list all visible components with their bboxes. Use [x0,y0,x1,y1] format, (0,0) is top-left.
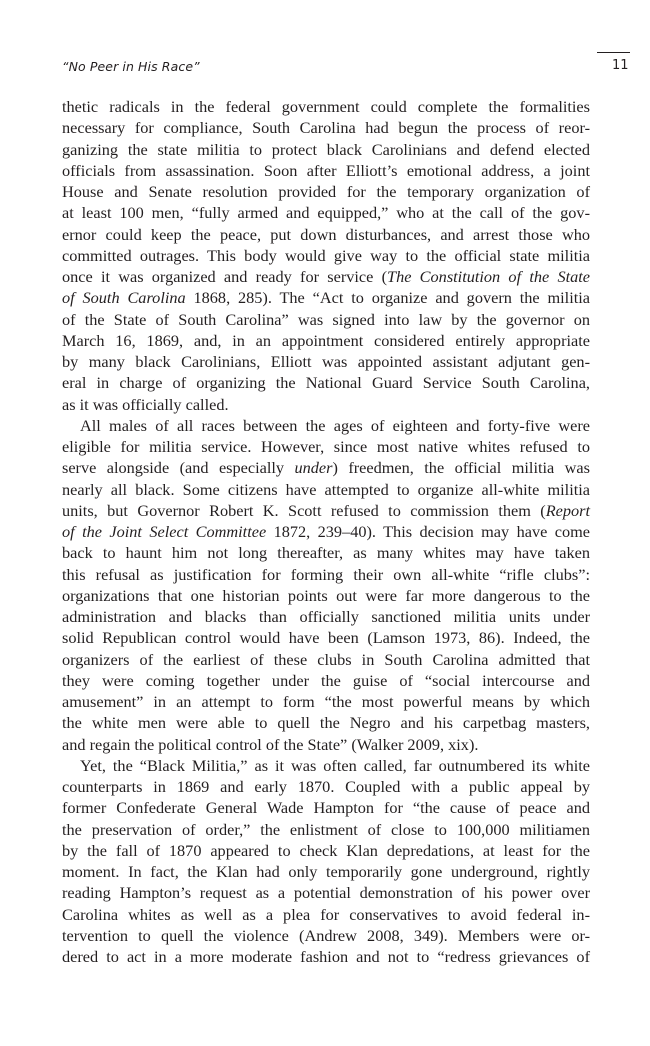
text-run: solid Republican control would have been (Lamson 1973, 86). Indeed, the [62,628,590,648]
header-rule [597,52,630,53]
text-line [62,351,590,372]
text-line [62,415,590,436]
text-run: ) freedmen, the official militia was [332,458,590,478]
text-run: as it was officially called. [62,394,229,414]
text-run: they were coming together under the guise of “social intercourse and [62,670,590,690]
text-line [62,691,590,712]
italic-text: Report [545,500,590,520]
text-line [62,521,590,542]
text-run: necessary for compliance, South Carolina had begun the process of reor- [62,118,590,138]
text-line [62,627,590,648]
text-line [62,202,590,223]
text-run: dered to act in a more moderate fashion and not to “redress grievances of [62,947,590,966]
italic-text: of the Joint Select Committee [62,522,267,541]
text-run: the preservation of order,” the enlistment of close to 100,000 militiamen [62,819,590,839]
text-run: All males of all races between the ages of eighteen and forty-five were [80,415,590,435]
text-line [62,96,590,117]
italic-text: under [294,458,333,478]
text-run: reading Hampton’s request as a potential demonstration of his power over [62,883,590,903]
text-line [62,712,590,733]
text-run: at least 100 men, “fully armed and equipped,” who at the call of the gov- [62,203,590,223]
text-line [62,925,590,946]
text-line [62,330,590,351]
text-line [62,245,590,266]
text-line [62,372,590,393]
text-line [62,882,590,903]
text-run: 1872, 239–40). This decision may have come [266,522,590,541]
text-line [62,542,590,563]
text-line [62,224,590,245]
text-run: units, but Governor Robert K. Scott refused to commission them ( [62,500,546,520]
page-number: 11 [612,58,629,73]
text-line [62,734,590,755]
text-run: thetic radicals in the federal government could complete the formalities [62,97,590,116]
text-run: counterparts in 1869 and early 1870. Coupled with a public appeal by [62,777,590,796]
text-run: amusement” in an attempt to form “the most powerful means by which [62,692,590,711]
text-line [62,776,590,797]
body-text [62,96,590,967]
text-run: House and Senate resolution provided for the temporary organization of [62,182,590,201]
text-run: former Confederate General Wade Hampton for “the cause of peace and [62,798,590,818]
text-run: nearly all black. Some citizens have attempted to organize all-white militia [62,479,590,499]
text-run: moment. In fact, the Klan had only temporarily gone underground, rightly [62,862,590,881]
text-line [62,287,590,308]
text-line [62,266,590,287]
text-line [62,840,590,861]
text-line [62,117,590,138]
text-run: Carolina whites as well as a plea for conservatives to avoid federal in- [62,904,590,924]
text-line [62,394,590,415]
text-run: eligible for militia service. However, since most native whites refused to [62,437,590,456]
text-line [62,819,590,840]
text-run: March 16, 1869, and, in an appointment considered entirely appropriate [62,330,590,350]
text-line [62,479,590,500]
text-run: tervention to quell the violence (Andrew 2008, 349). Members were or- [62,925,590,945]
text-run: ganizing the state militia to protect black Carolinians and defend elected [62,139,590,159]
text-run: by the fall of 1870 appeared to check Klan depredations, at least for the [62,840,590,860]
text-run: by many black Carolinians, Elliott was appointed assistant adjutant gen- [62,352,590,371]
text-run: Yet, the “Black Militia,” as it was often called, far outnumbered its white [80,755,590,775]
text-run: administration and blacks than officially sanctioned militia units under [62,607,590,626]
text-line [62,500,590,521]
text-run: organizations that one historian points out were far more dangerous to the [62,585,590,605]
text-run: this refusal as justification for forming their own all-white “rifle clubs”: [62,564,590,584]
text-run: eral in charge of organizing the National Guard Service South Carolina, [62,373,590,393]
text-run: serve alongside (and especially [62,458,295,478]
text-run: of the State of South Carolina” was signed into law by the governor on [62,309,590,329]
text-run: 1868, 285). The “Act to organize and govern the militia [185,288,590,308]
text-line [62,904,590,925]
text-line [62,946,590,967]
text-line [62,181,590,202]
text-line [62,457,590,478]
text-line [62,606,590,627]
text-line [62,755,590,776]
text-line [62,436,590,457]
text-run: once it was organized and ready for service ( [62,267,388,286]
text-run: committed outrages. This body would give way to the official state militia [62,245,590,265]
text-run: ernor could keep the peace, put down disturbances, and arrest those who [62,224,590,244]
text-line [62,670,590,691]
text-line [62,564,590,585]
text-line [62,649,590,670]
text-run: and regain the political control of the State” (Walker 2009, xix). [62,734,479,754]
text-run: organizers of the earliest of these clubs in South Carolina admitted that [62,649,590,669]
italic-text: of South Carolina [62,288,186,308]
text-run: back to haunt him not long thereafter, as many whites may have taken [62,543,590,563]
text-line [62,160,590,181]
text-line [62,797,590,818]
text-line [62,585,590,606]
text-run: officials from assassination. Soon after Elliott’s emotional address, a joint [62,160,590,180]
italic-text: The Constitution of the State [387,267,591,286]
text-line [62,309,590,330]
running-head: “No Peer in His Race” [62,59,200,74]
text-line [62,139,590,160]
text-line [62,861,590,882]
text-run: the white men were able to quell the Negro and his carpetbag masters, [62,713,590,733]
